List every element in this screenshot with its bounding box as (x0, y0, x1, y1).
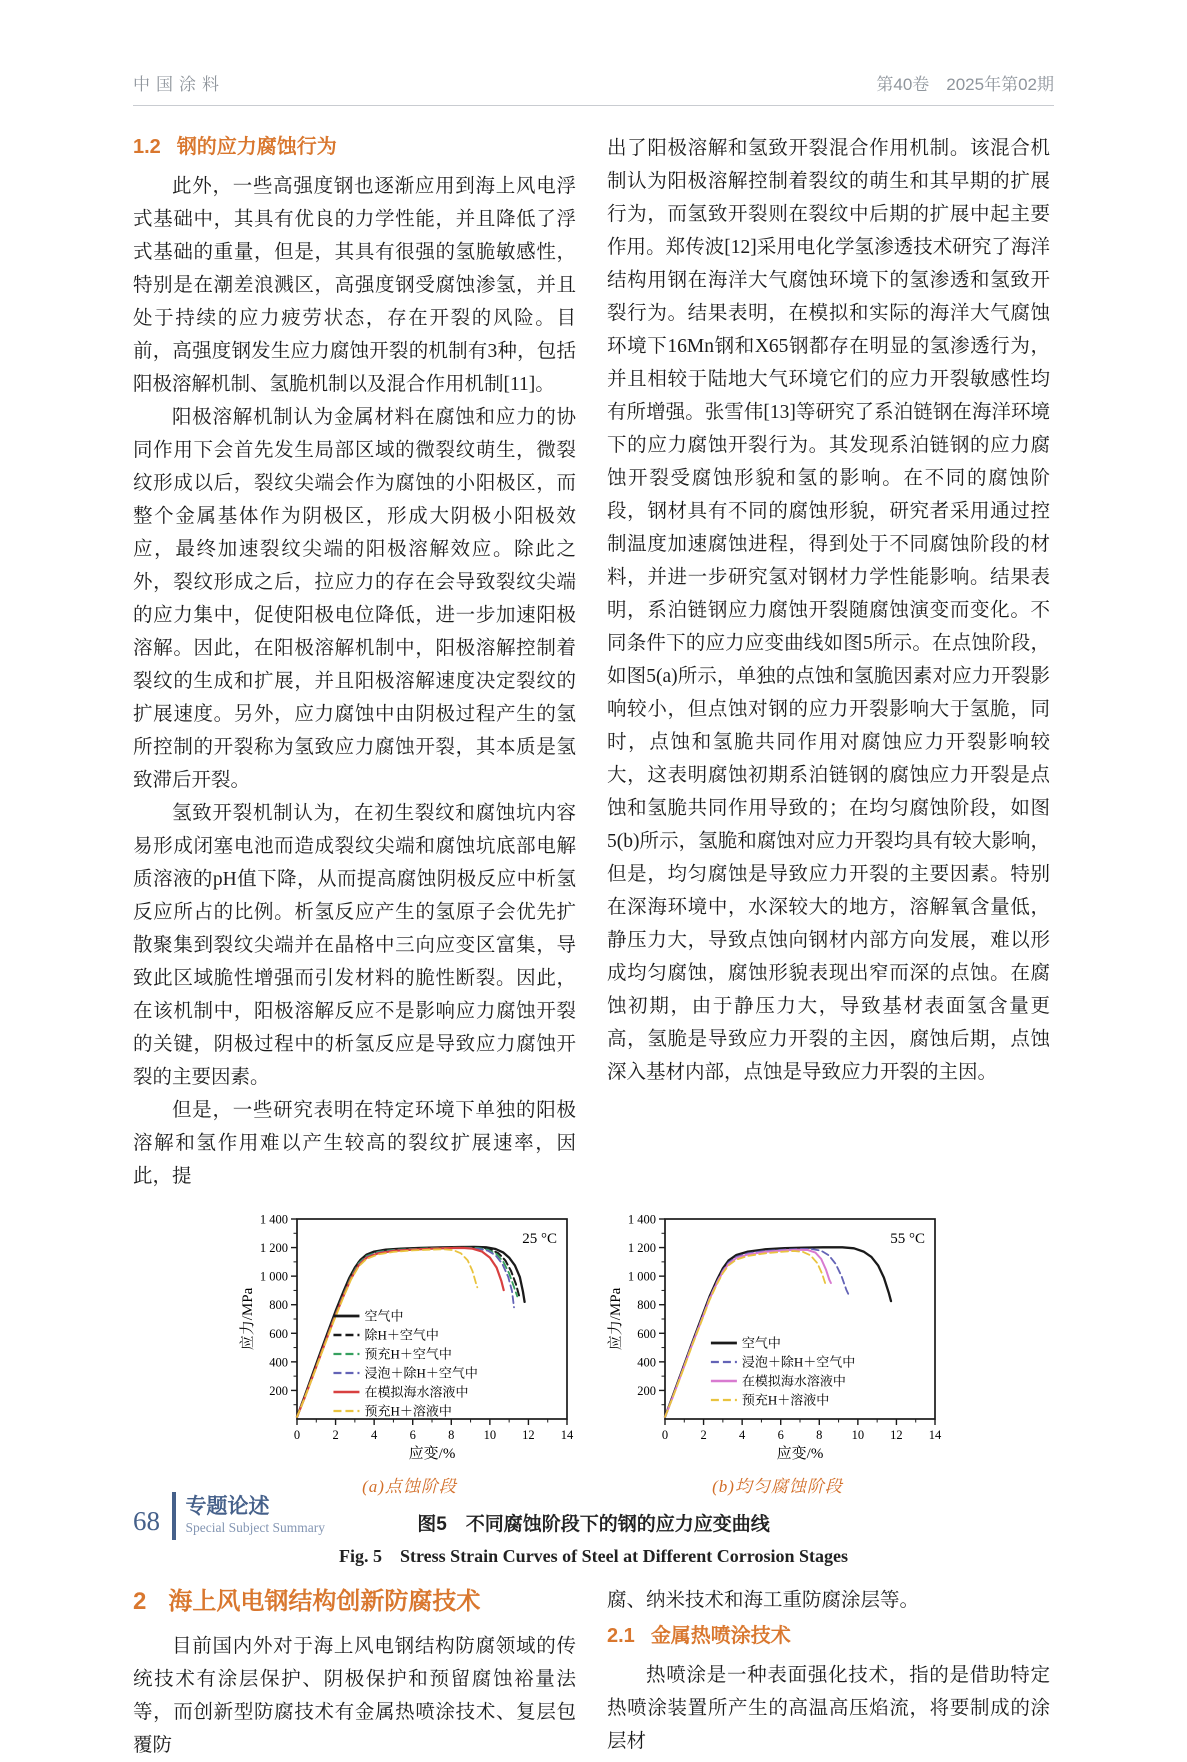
svg-text:4: 4 (738, 1428, 745, 1442)
svg-text:55 °C: 55 °C (889, 1231, 925, 1247)
chart-panel-b (607, 1207, 949, 1497)
stress-strain-plot-b (607, 1207, 949, 1465)
svg-text:6: 6 (409, 1428, 416, 1442)
footer-column-block (186, 1495, 325, 1537)
section-heading-1-2 (133, 132, 576, 162)
svg-text:空气中: 空气中 (363, 1308, 403, 1324)
section-title: 海上风电钢结构创新防腐技术 (168, 1588, 481, 1615)
issue-info: 第40卷 2025年第02期 (876, 75, 1054, 94)
svg-text:除H＋空气中: 除H＋空气中 (363, 1327, 439, 1343)
footer-column-title: 专题论述 (185, 1495, 270, 1518)
svg-text:1 400: 1 400 (627, 1212, 656, 1227)
svg-text:200: 200 (268, 1383, 288, 1398)
svg-text:浸泡＋除H＋空气中: 浸泡＋除H＋空气中 (363, 1365, 478, 1381)
svg-text:预充H＋溶液中: 预充H＋溶液中 (363, 1403, 452, 1419)
figure-caption-en: Fig. 5 Stress Strain Curves of Steel at Different Corrosion Stages (339, 1546, 848, 1566)
svg-text:8: 8 (447, 1428, 454, 1442)
svg-text:4: 4 (370, 1428, 377, 1442)
svg-text:600: 600 (636, 1326, 656, 1341)
svg-text:1 200: 1 200 (627, 1241, 656, 1256)
svg-text:2: 2 (699, 1428, 707, 1442)
svg-text:14: 14 (928, 1428, 941, 1442)
svg-text:1 000: 1 000 (259, 1269, 288, 1284)
svg-text:800: 800 (268, 1298, 288, 1313)
bottom-text-columns (133, 1584, 1054, 1762)
journal-name: 中国涂料 (133, 75, 225, 94)
stress-strain-chart-b (607, 1207, 949, 1470)
figure-caption-cn: 图5 不同腐蚀阶段下的钢的应力应变曲线 (417, 1514, 770, 1535)
section-number: 1.2 (133, 136, 161, 158)
svg-text:200: 200 (636, 1383, 656, 1398)
svg-text:10: 10 (851, 1428, 864, 1442)
svg-text:0: 0 (661, 1428, 668, 1442)
paragraph: 热喷涂是一种表面强化技术，指的是借助特定热喷涂装置所产生的高温高压焰流，将要制成的涂层材 (607, 1665, 1050, 1752)
svg-text:应变/%: 应变/% (408, 1446, 455, 1462)
paragraph: 但是，一些研究表明在特定环境下单独的阳极溶解和氢作用难以产生较高的裂纹扩展速率，因此，提 (133, 1100, 576, 1187)
svg-text:12: 12 (889, 1428, 903, 1442)
paragraph: 阳极溶解机制认为金属材料在腐蚀和应力的协同作用下会首先发生局部区域的微裂纹萌生，微裂纹形成以后，裂纹尖端会作为腐蚀的小阳极区，而整个金属基体作为阴极区，形成大阴极小阳极效应，最终加速裂纹尖端的阳极溶解效应。除此之外，裂纹形成之后，拉应力的存在会导致裂纹尖端的应力集中，促使阳极电位降低，进一步加速阳极溶解。因此，在阳极溶解机制中，阳极溶解控制着裂纹的生成和扩展，并且阳极溶解速度决定裂纹的扩展速度。另外，应力腐蚀中由阴极过程产生的氢所控制的开裂称为氢致应力腐蚀开裂，其本质是氢致滞后开裂。 (133, 407, 576, 791)
page-footer (133, 1492, 325, 1540)
subcaption-b: (b)均匀腐蚀阶段 (712, 1477, 843, 1496)
section-heading-2 (133, 1586, 576, 1618)
section-title: 金属热喷涂技术 (650, 1625, 791, 1647)
page-number: 68 (133, 1505, 160, 1536)
top-text-columns (133, 132, 1054, 1193)
svg-text:400: 400 (268, 1355, 288, 1370)
svg-text:10: 10 (483, 1428, 496, 1442)
svg-text:预充H＋空气中: 预充H＋空气中 (363, 1346, 452, 1362)
bottom-right-column (607, 1584, 1050, 1762)
svg-text:1 400: 1 400 (259, 1212, 288, 1227)
svg-text:在模拟海水溶液中: 在模拟海水溶液中 (363, 1384, 468, 1400)
bottom-left-column (133, 1584, 576, 1762)
paragraph: 出了阳极溶解和氢致开裂混合作用机制。该混合机制认为阳极溶解控制着裂纹的萌生和其早期的扩展行为，而氢致开裂则在裂纹中后期的扩展中起主要作用。郑传波[12]采用电化学氢渗透技术研究了海洋结构用钢在海洋大气腐蚀环境下的氢渗透和氢致开裂行为。结果表明，在模拟和实际的海洋大气腐蚀环境下16Mn钢和X65钢都存在明显的氢渗透行为，并且相较于陆地大气环境它们的应力开裂敏感性均有所增强。张雪伟[13]等研究了系泊链钢在海洋环境下的应力腐蚀开裂行为。其发现系泊链钢的应力腐蚀开裂受腐蚀形貌和氢的影响。在不同的腐蚀阶段，钢材具有不同的腐蚀形貌，研究者采用通过控制温度加速腐蚀进程，得到处于不同腐蚀阶段的材料，并进一步研究氢对钢材力学性能影响。结果表明，系泊链钢应力腐蚀开裂随腐蚀演变而变化。不同条件下的应力应变曲线如图5所示。在点蚀阶段，如图5(a)所示，单独的点蚀和氢脆因素对应力开裂影响较小，但点蚀对钢的应力开裂影响大于氢脆，同时，点蚀和氢脆共同作用对腐蚀应力开裂影响较大，这表明腐蚀初期系泊链钢的腐蚀应力开裂是点蚀和氢脆共同作用导致的；在均匀腐蚀阶段，如图5(b)所示，氢脆和腐蚀对应力开裂均具有较大影响，但是，均匀腐蚀是导致应力开裂的主要因素。特别在深海环境中，水深较大的地方，溶解氧含量低，静压力大，导致点蚀向钢材内部方向发展，难以形成均匀腐蚀，腐蚀形貌表现出窄而深的点蚀。在腐蚀初期，由于静压力大，导致基材表面氢含量更高，氢脆是导致应力开裂的主因，腐蚀后期，点蚀深入基材内部，点蚀是导致应力开裂的主因。 (607, 138, 1050, 1083)
left-column (133, 132, 576, 1193)
footer-divider (172, 1492, 176, 1540)
svg-text:25 °C: 25 °C (521, 1231, 557, 1247)
section-title: 钢的应力腐蚀行为 (176, 136, 337, 158)
svg-text:0: 0 (293, 1428, 300, 1442)
svg-text:800: 800 (636, 1298, 656, 1313)
footer-column-subtitle: Special Subject Summary (185, 1520, 325, 1535)
paragraph: 氢致开裂机制认为，在初生裂纹和腐蚀坑内容易形成闭塞电池而造成裂纹尖端和腐蚀坑底部电解质溶液的pH值下降，从而提高腐蚀阴极反应中析氢反应所占的比例。析氢反应产生的氢原子会优先扩散聚集到裂纹尖端并在晶格中三向应变区富集，导致此区域脆性增强而引发材料的脆性断裂。因此，在该机制中，阳极溶解反应不是影响应力腐蚀开裂的关键，阴极过程中的析氢反应是导致应力腐蚀开裂的主要因素。 (133, 803, 576, 1088)
subcaption-a: (a)点蚀阶段 (362, 1477, 457, 1496)
svg-text:预充H＋溶液中: 预充H＋溶液中 (741, 1392, 829, 1408)
section-number: 2.1 (607, 1625, 635, 1647)
svg-text:应力/MPa: 应力/MPa (607, 1287, 624, 1351)
svg-text:14: 14 (560, 1428, 573, 1442)
paragraph: 此外，一些高强度钢也逐渐应用到海上风电浮式基础中，其具有优良的力学性能，并且降低了浮式基础的重量，但是，其具有很强的氢脆敏感性，特别是在潮差浪溅区，高强度钢受腐蚀渗氢，并且处于持续的应力疲劳状态，存在开裂的风险。目前，高强度钢发生应力腐蚀开裂的机制有3种，包括阳极溶解机制、氢脆机制以及混合作用机制[11]。 (133, 176, 576, 395)
svg-text:1 200: 1 200 (259, 1241, 288, 1256)
series-curve (665, 1247, 891, 1417)
svg-text:8: 8 (815, 1428, 822, 1442)
svg-text:应变/%: 应变/% (776, 1446, 823, 1462)
svg-text:应力/MPa: 应力/MPa (239, 1287, 256, 1351)
svg-text:空气中: 空气中 (741, 1335, 781, 1351)
svg-text:浸泡＋除H＋空气中: 浸泡＋除H＋空气中 (741, 1354, 855, 1370)
chart-panel-a (239, 1207, 581, 1497)
svg-text:1 000: 1 000 (627, 1269, 656, 1284)
svg-text:600: 600 (268, 1326, 288, 1341)
right-column (607, 132, 1050, 1193)
stress-strain-chart-a (239, 1207, 581, 1470)
paragraph: 目前国内外对于海上风电钢结构防腐领域的传统技术有涂层保护、阴极保护和预留腐蚀裕量法等，而创新型防腐技术有金属热喷涂技术、复层包覆防 (133, 1636, 576, 1756)
svg-text:6: 6 (777, 1428, 784, 1442)
svg-text:400: 400 (636, 1355, 656, 1370)
page-header (133, 70, 1054, 106)
section-heading-2-1 (607, 1621, 1050, 1651)
stress-strain-plot-a (239, 1207, 581, 1465)
section-number: 2 (133, 1588, 147, 1615)
svg-text:12: 12 (521, 1428, 535, 1442)
svg-text:2: 2 (331, 1428, 339, 1442)
svg-text:在模拟海水溶液中: 在模拟海水溶液中 (741, 1373, 846, 1389)
paragraph: 腐、纳米技术和海工重防腐涂层等。 (607, 1590, 920, 1611)
figure-charts (133, 1207, 1054, 1497)
